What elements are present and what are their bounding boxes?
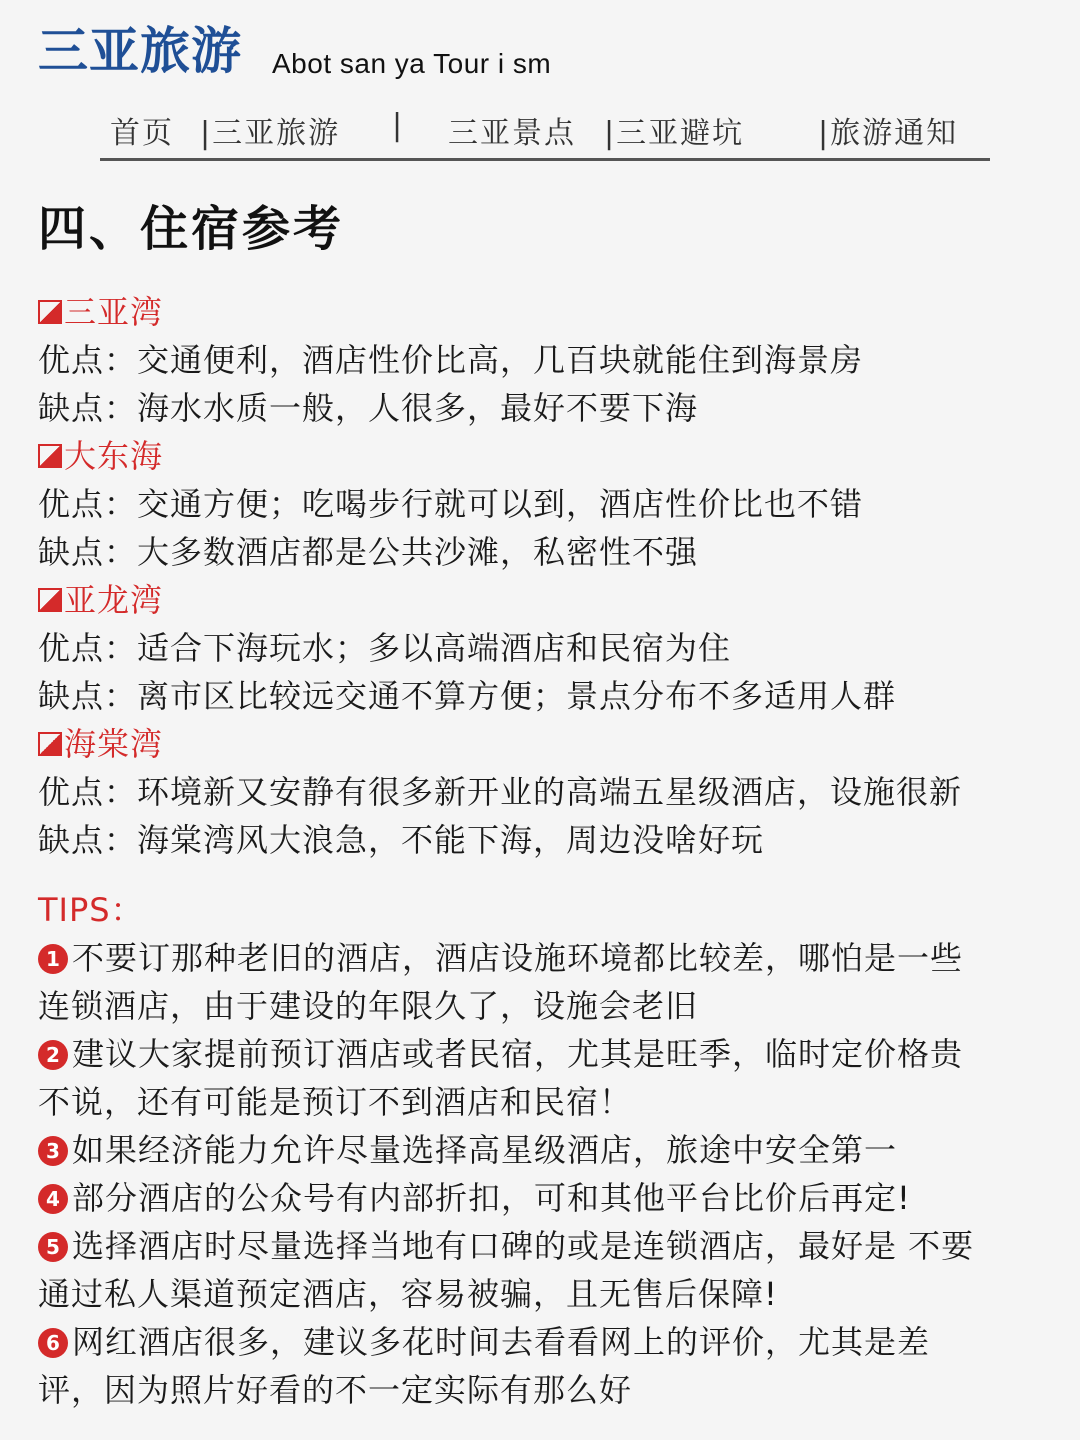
tip-text: 不说，还有可能是预订不到酒店和民宿！ [38,1083,633,1121]
area-con: 缺点：离市区比较远交通不算方便；景点分布不多适用人群 [38,677,897,715]
area-block [38,288,1038,432]
area-name: 海棠湾 [64,725,164,763]
area-name: 亚龙湾 [64,581,164,619]
area-heading [38,576,1038,624]
area-heading [38,432,1038,480]
tip-text: 部分酒店的公众号有内部折扣，可和其他平台比价后再定! [72,1179,911,1217]
section-title: 四、住宿参考 [38,201,345,257]
tip-item [38,1126,1038,1174]
area-con: 缺点：海水水质一般，人很多，最好不要下海 [38,389,699,427]
tips-heading: TIPS： [38,891,144,929]
brand [38,20,242,82]
area-block [38,576,1038,720]
tip-text: 选择酒店时尽量选择当地有口碑的或是连锁酒店，最好是 不要 [72,1227,975,1265]
nav-item-travel-notice[interactable]: |旅游通知 [818,116,959,151]
tip-item [38,1222,1038,1318]
area-heading [38,288,1038,336]
tip-item [38,934,1038,1030]
flag-icon [38,588,62,612]
tip-text: 如果经济能力允许尽量选择高星级酒店，旅途中安全第一 [72,1131,898,1169]
tip-text: 连锁酒店，由于建设的年限久了，设施会老旧 [38,987,699,1025]
nav-item-home[interactable]: 首页 [110,116,174,151]
area-pro: 优点：交通便利，酒店性价比高，几百块就能住到海景房 [38,341,864,379]
tip-text: 通过私人渠道预定酒店，容易被骗，且无售后保障! [38,1275,778,1313]
number-6-icon: 6 [38,1328,68,1358]
area-pro: 优点：适合下海玩水；多以高端酒店和民宿为住 [38,629,732,667]
brand-title: 三亚旅游 [38,22,242,80]
content [38,288,1038,1414]
tip-text: 建议大家提前预订酒店或者民宿，尤其是旺季，临时定价格贵 [72,1035,964,1073]
nav-separator: | [392,108,405,143]
tip-text: 评，因为照片好看的不一定实际有那么好 [38,1371,633,1409]
number-1-icon: 1 [38,944,68,974]
area-block [38,720,1038,864]
tip-item [38,1318,1038,1414]
nav-divider [100,158,990,161]
area-pro: 优点：环境新又安静有很多新开业的高端五星级酒店，设施很新 [38,773,963,811]
tip-text: 网红酒店很多，建议多花时间去看看网上的评价，尤其是差 [72,1323,931,1361]
number-2-icon: 2 [38,1040,68,1070]
nav-item-sanya-tourism[interactable]: |三亚旅游 [200,116,341,151]
top-nav [100,108,990,151]
tip-item [38,1030,1038,1126]
flag-icon [38,444,62,468]
nav-item-sanya-pitfalls[interactable]: |三亚避坑 [604,116,745,151]
tip-item [38,1174,1038,1222]
area-name: 三亚湾 [64,293,164,331]
tip-text: 不要订那种老旧的酒店，酒店设施环境都比较差，哪怕是一些 [72,939,964,977]
flag-icon [38,732,62,756]
area-heading [38,720,1038,768]
area-con: 缺点：大多数酒店都是公共沙滩，私密性不强 [38,533,699,571]
area-block [38,432,1038,576]
area-pro: 优点：交通方便；吃喝步行就可以到，酒店性价比也不错 [38,485,864,523]
nav-item-sanya-attractions[interactable]: 三亚景点 [448,116,576,151]
number-4-icon: 4 [38,1184,68,1214]
flag-icon [38,300,62,324]
area-name: 大东海 [64,437,164,475]
number-3-icon: 3 [38,1136,68,1166]
number-5-icon: 5 [38,1232,68,1262]
area-con: 缺点：海棠湾风大浪急，不能下海，周边没啥好玩 [38,821,765,859]
brand-subtitle: Abot san ya Tour i sm [272,48,552,79]
